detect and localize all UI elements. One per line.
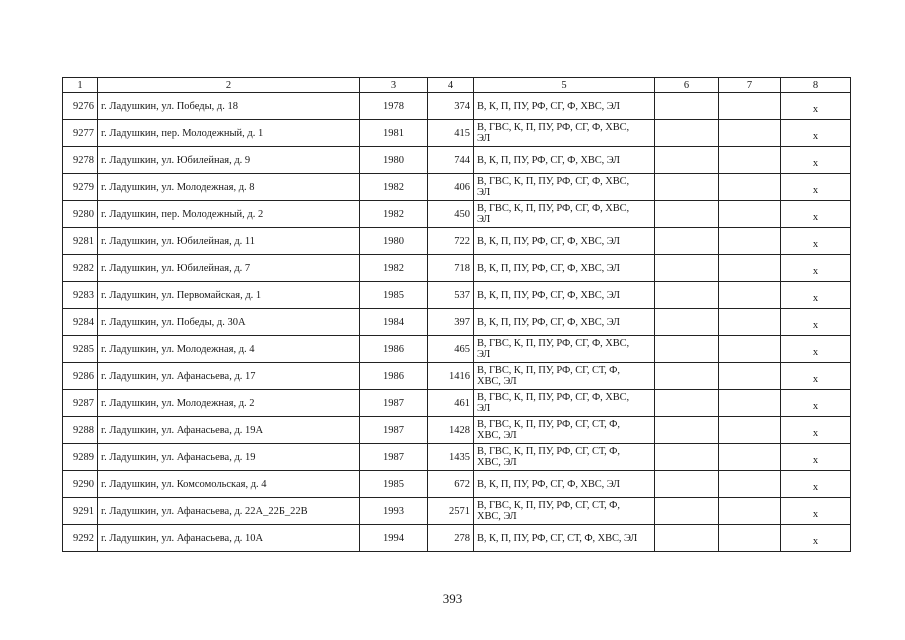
column-6-cell — [655, 498, 719, 525]
area-cell: 672 — [428, 471, 474, 498]
table-row — [63, 471, 851, 498]
services-line: В, ГВС, К, П, ПУ, РФ, СГ, Ф, ХВС, — [477, 338, 630, 349]
services-line: В, К, П, ПУ, РФ, СГ, Ф, ХВС, ЭЛ — [477, 154, 620, 166]
services-cell — [474, 282, 655, 309]
services-cell — [474, 417, 655, 444]
column-8-cell — [781, 363, 851, 390]
table-row — [63, 309, 851, 336]
services-line: В, К, П, ПУ, РФ, СГ, Ф, ХВС, ЭЛ — [477, 100, 620, 112]
column-8-cell — [781, 228, 851, 255]
column-8-cell — [781, 390, 851, 417]
column-7-cell — [719, 93, 781, 120]
mark-x: x — [812, 346, 819, 358]
address-cell: г. Ладушкин, ул. Афанасьева, д. 22А_22Б_22В — [98, 498, 360, 525]
services-cell — [474, 174, 655, 201]
services-line: ЭЛ — [477, 214, 491, 225]
mark-x: x — [812, 454, 819, 466]
column-6-cell — [655, 417, 719, 444]
column-8-cell — [781, 174, 851, 201]
area-cell: 374 — [428, 93, 474, 120]
row-number-cell: 9281 — [63, 228, 98, 255]
row-number-cell: 9287 — [63, 390, 98, 417]
column-6-cell — [655, 255, 719, 282]
column-6-cell — [655, 525, 719, 552]
column-6-cell — [655, 363, 719, 390]
column-7-cell — [719, 390, 781, 417]
year-cell: 1978 — [360, 93, 428, 120]
table-row — [63, 444, 851, 471]
services-cell — [474, 525, 655, 552]
column-8-cell — [781, 498, 851, 525]
year-cell: 1986 — [360, 336, 428, 363]
services-cell — [474, 309, 655, 336]
year-cell: 1984 — [360, 309, 428, 336]
column-8-cell — [781, 147, 851, 174]
column-7-cell — [719, 336, 781, 363]
address-cell: г. Ладушкин, ул. Комсомольская, д. 4 — [98, 471, 360, 498]
page-number: 393 — [442, 591, 463, 606]
header-cell-1: 1 — [63, 78, 98, 93]
year-cell: 1987 — [360, 390, 428, 417]
services-cell — [474, 255, 655, 282]
services-line: В, ГВС, К, П, ПУ, РФ, СГ, Ф, ХВС, — [477, 203, 630, 214]
row-number-cell: 9286 — [63, 363, 98, 390]
year-cell: 1981 — [360, 120, 428, 147]
column-8-cell — [781, 471, 851, 498]
address-cell: г. Ладушкин, ул. Юбилейная, д. 9 — [98, 147, 360, 174]
row-number-cell: 9290 — [63, 471, 98, 498]
row-number-cell: 9285 — [63, 336, 98, 363]
row-number-cell: 9291 — [63, 498, 98, 525]
services-line: ЭЛ — [477, 349, 491, 360]
services-line: ЭЛ — [477, 403, 491, 414]
column-7-cell — [719, 147, 781, 174]
mark-x: x — [812, 157, 819, 169]
year-cell: 1980 — [360, 228, 428, 255]
mark-x: x — [812, 130, 819, 142]
header-cell-6: 6 — [655, 78, 719, 93]
services-line: ХВС, ЭЛ — [477, 376, 517, 387]
address-cell: г. Ладушкин, ул. Афанасьева, д. 19 — [98, 444, 360, 471]
header-cell-5: 5 — [474, 78, 655, 93]
mark-x: x — [812, 103, 819, 115]
column-7-cell — [719, 174, 781, 201]
area-cell: 1416 — [428, 363, 474, 390]
year-cell: 1980 — [360, 147, 428, 174]
table-row — [63, 282, 851, 309]
table-row — [63, 363, 851, 390]
services-line: В, К, П, ПУ, РФ, СГ, Ф, ХВС, ЭЛ — [477, 478, 620, 490]
header-cell-2: 2 — [98, 78, 360, 93]
address-cell: г. Ладушкин, ул. Юбилейная, д. 11 — [98, 228, 360, 255]
year-cell: 1994 — [360, 525, 428, 552]
services-line: В, ГВС, К, П, ПУ, РФ, СГ, Ф, ХВС, — [477, 392, 630, 403]
column-7-cell — [719, 228, 781, 255]
mark-x: x — [812, 508, 819, 520]
column-7-cell — [719, 417, 781, 444]
column-7-cell — [719, 444, 781, 471]
column-6-cell — [655, 309, 719, 336]
area-cell: 2571 — [428, 498, 474, 525]
column-8-cell — [781, 309, 851, 336]
services-cell — [474, 390, 655, 417]
column-6-cell — [655, 336, 719, 363]
column-6-cell — [655, 390, 719, 417]
row-number-cell: 9278 — [63, 147, 98, 174]
address-cell: г. Ладушкин, ул. Молодежная, д. 2 — [98, 390, 360, 417]
services-line: В, К, П, ПУ, РФ, СГ, Ф, ХВС, ЭЛ — [477, 262, 620, 274]
table-row — [63, 93, 851, 120]
services-cell — [474, 120, 655, 147]
services-cell — [474, 228, 655, 255]
services-line: В, К, П, ПУ, РФ, СГ, Ф, ХВС, ЭЛ — [477, 316, 620, 328]
area-cell: 461 — [428, 390, 474, 417]
services-cell — [474, 147, 655, 174]
mark-x: x — [812, 238, 819, 250]
services-line: ХВС, ЭЛ — [477, 511, 517, 522]
column-7-cell — [719, 255, 781, 282]
column-7-cell — [719, 120, 781, 147]
table-row — [63, 336, 851, 363]
address-cell: г. Ладушкин, ул. Афанасьева, д. 17 — [98, 363, 360, 390]
column-8-cell — [781, 444, 851, 471]
year-cell: 1982 — [360, 255, 428, 282]
column-6-cell — [655, 201, 719, 228]
column-6-cell — [655, 93, 719, 120]
year-cell: 1985 — [360, 282, 428, 309]
column-7-cell — [719, 201, 781, 228]
column-7-cell — [719, 282, 781, 309]
address-cell: г. Ладушкин, ул. Победы, д. 18 — [98, 93, 360, 120]
services-line: В, ГВС, К, П, ПУ, РФ, СГ, Ф, ХВС, — [477, 122, 630, 133]
services-cell — [474, 498, 655, 525]
services-line: ЭЛ — [477, 187, 491, 198]
column-6-cell — [655, 147, 719, 174]
address-cell: г. Ладушкин, ул. Юбилейная, д. 7 — [98, 255, 360, 282]
year-cell: 1987 — [360, 444, 428, 471]
column-8-cell — [781, 120, 851, 147]
services-cell — [474, 336, 655, 363]
area-cell: 397 — [428, 309, 474, 336]
header-row — [63, 78, 851, 93]
area-cell: 718 — [428, 255, 474, 282]
column-6-cell — [655, 228, 719, 255]
column-6-cell — [655, 174, 719, 201]
table-row — [63, 255, 851, 282]
services-line: В, К, П, ПУ, РФ, СГ, СТ, Ф, ХВС, ЭЛ — [477, 532, 638, 544]
area-cell: 744 — [428, 147, 474, 174]
services-line: В, К, П, ПУ, РФ, СГ, Ф, ХВС, ЭЛ — [477, 289, 620, 301]
services-cell — [474, 471, 655, 498]
table-row — [63, 228, 851, 255]
table-row — [63, 174, 851, 201]
year-cell: 1993 — [360, 498, 428, 525]
table-row — [63, 201, 851, 228]
services-line: ХВС, ЭЛ — [477, 430, 517, 441]
mark-x: x — [812, 211, 819, 223]
mark-x: x — [812, 292, 819, 304]
header-cell-4: 4 — [428, 78, 474, 93]
year-cell: 1982 — [360, 201, 428, 228]
area-cell: 722 — [428, 228, 474, 255]
row-number-cell: 9280 — [63, 201, 98, 228]
year-cell: 1985 — [360, 471, 428, 498]
address-cell: г. Ладушкин, ул. Молодежная, д. 8 — [98, 174, 360, 201]
column-8-cell — [781, 201, 851, 228]
column-8-cell — [781, 336, 851, 363]
header-cell-8: 8 — [781, 78, 851, 93]
column-8-cell — [781, 417, 851, 444]
mark-x: x — [812, 373, 819, 385]
services-cell — [474, 93, 655, 120]
row-number-cell: 9276 — [63, 93, 98, 120]
column-7-cell — [719, 525, 781, 552]
mark-x: x — [812, 184, 819, 196]
row-number-cell: 9292 — [63, 525, 98, 552]
table-row — [63, 525, 851, 552]
address-cell: г. Ладушкин, пер. Молодежный, д. 1 — [98, 120, 360, 147]
column-8-cell — [781, 255, 851, 282]
year-cell: 1986 — [360, 363, 428, 390]
services-line: В, ГВС, К, П, ПУ, РФ, СГ, СТ, Ф, — [477, 419, 620, 430]
services-cell — [474, 201, 655, 228]
mark-x: x — [812, 265, 819, 277]
services-line: В, ГВС, К, П, ПУ, РФ, СГ, СТ, Ф, — [477, 446, 620, 457]
row-number-cell: 9284 — [63, 309, 98, 336]
column-7-cell — [719, 471, 781, 498]
year-cell: 1987 — [360, 417, 428, 444]
table-body — [63, 78, 851, 552]
buildings-table — [62, 77, 851, 552]
column-7-cell — [719, 498, 781, 525]
column-6-cell — [655, 282, 719, 309]
area-cell: 278 — [428, 525, 474, 552]
column-6-cell — [655, 120, 719, 147]
services-line: В, ГВС, К, П, ПУ, РФ, СГ, Ф, ХВС, — [477, 176, 630, 187]
mark-x: x — [812, 481, 819, 493]
row-number-cell: 9279 — [63, 174, 98, 201]
address-cell: г. Ладушкин, пер. Молодежный, д. 2 — [98, 201, 360, 228]
mark-x: x — [812, 535, 819, 547]
column-6-cell — [655, 444, 719, 471]
table-row — [63, 120, 851, 147]
address-cell: г. Ладушкин, ул. Афанасьева, д. 10А — [98, 525, 360, 552]
area-cell: 406 — [428, 174, 474, 201]
services-line: ЭЛ — [477, 133, 491, 144]
table-row — [63, 498, 851, 525]
address-cell: г. Ладушкин, ул. Афанасьева, д. 19А — [98, 417, 360, 444]
column-7-cell — [719, 309, 781, 336]
row-number-cell: 9283 — [63, 282, 98, 309]
area-cell: 537 — [428, 282, 474, 309]
services-line: В, К, П, ПУ, РФ, СГ, Ф, ХВС, ЭЛ — [477, 235, 620, 247]
column-8-cell — [781, 282, 851, 309]
area-cell: 1435 — [428, 444, 474, 471]
row-number-cell: 9289 — [63, 444, 98, 471]
services-cell — [474, 444, 655, 471]
address-cell: г. Ладушкин, ул. Победы, д. 30А — [98, 309, 360, 336]
services-line: В, ГВС, К, П, ПУ, РФ, СГ, СТ, Ф, — [477, 500, 620, 511]
mark-x: x — [812, 427, 819, 439]
header-cell-7: 7 — [719, 78, 781, 93]
address-cell: г. Ладушкин, ул. Первомайская, д. 1 — [98, 282, 360, 309]
services-cell — [474, 363, 655, 390]
table-row — [63, 417, 851, 444]
table-row — [63, 147, 851, 174]
area-cell: 415 — [428, 120, 474, 147]
column-6-cell — [655, 471, 719, 498]
address-cell: г. Ладушкин, ул. Молодежная, д. 4 — [98, 336, 360, 363]
area-cell: 1428 — [428, 417, 474, 444]
row-number-cell: 9282 — [63, 255, 98, 282]
services-line: ХВС, ЭЛ — [477, 457, 517, 468]
column-7-cell — [719, 363, 781, 390]
column-8-cell — [781, 525, 851, 552]
row-number-cell: 9277 — [63, 120, 98, 147]
column-8-cell — [781, 93, 851, 120]
row-number-cell: 9288 — [63, 417, 98, 444]
header-cell-3: 3 — [360, 78, 428, 93]
table-row — [63, 390, 851, 417]
area-cell: 465 — [428, 336, 474, 363]
services-line: В, ГВС, К, П, ПУ, РФ, СГ, СТ, Ф, — [477, 365, 620, 376]
year-cell: 1982 — [360, 174, 428, 201]
mark-x: x — [812, 400, 819, 412]
mark-x: x — [812, 319, 819, 331]
area-cell: 450 — [428, 201, 474, 228]
